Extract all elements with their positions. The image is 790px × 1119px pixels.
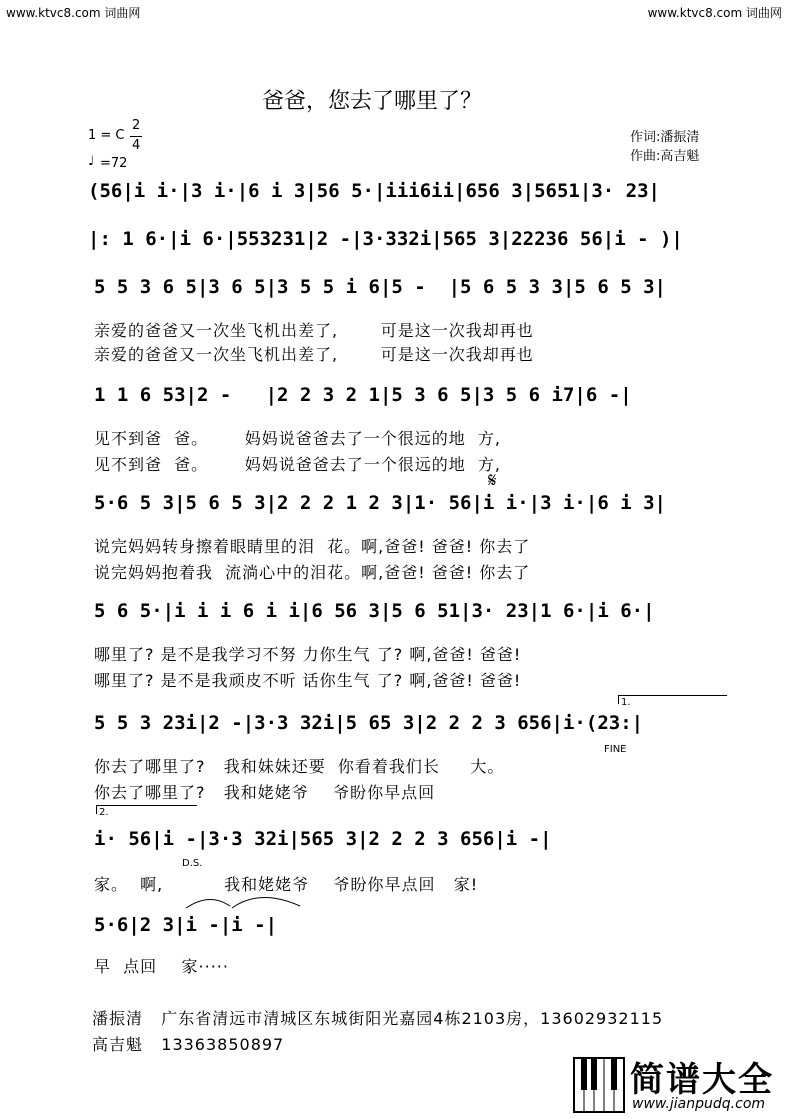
lyric-row-4a: 见不到爸 爸。 妈妈说爸爸去了一个很远的地 方, bbox=[94, 429, 501, 448]
header-site-left[interactable]: www.ktvc8.com 词曲网 bbox=[6, 6, 141, 20]
ds-mark: D.S. bbox=[182, 858, 203, 869]
notation-row-5: 5·6 5 3|5 6 5 3|2 2 2 1 2 3|1· 56|i i·|3 i·|6 i 3| bbox=[94, 492, 666, 514]
lyric-row-8: 家。 啊, 我和姥姥爷 爷盼你早点回 家! bbox=[94, 875, 479, 894]
tie-arcs bbox=[150, 888, 310, 912]
notation-row-7: 5 5 3 23i|2 -|3·3 32i|5 65 3|2 2 2 3 656|i·(23:| bbox=[94, 712, 644, 734]
notation-row-9: 5·6|2 3|i -|i -| bbox=[94, 914, 278, 936]
contact-line-2: 高吉魁 13363850897 bbox=[92, 1035, 285, 1054]
tempo: =72 bbox=[100, 156, 128, 171]
fine-mark: FINE bbox=[604, 744, 627, 755]
volta-1-label: 1. bbox=[621, 697, 631, 708]
notation-row-4: 1 1 6 53|2 - |2 2 3 2 1|5 3 6 5|3 5 6 i7|6 -| bbox=[94, 384, 632, 406]
contact-line-1: 潘振清 广东省清远市清城区东城街阳光嘉园4栋2103房，13602932115 bbox=[92, 1009, 664, 1028]
key-signature: 1 = C bbox=[88, 128, 125, 143]
lyric-row-6b: 哪里了? 是不是我顽皮不听 话你生气 了? 啊,爸爸! 爸爸! bbox=[94, 671, 522, 690]
composer: 作曲:高吉魁 bbox=[630, 149, 700, 164]
volta-2-label: 2. bbox=[99, 807, 109, 818]
logo-url[interactable]: www.jianpudq.com bbox=[632, 1096, 766, 1112]
lyric-row-6a: 哪里了? 是不是我学习不努 力你生气 了? 啊,爸爸! 爸爸! bbox=[94, 645, 522, 664]
site-logo[interactable] bbox=[572, 1052, 784, 1116]
piano-keys-icon bbox=[572, 1054, 626, 1114]
lyric-row-7a: 你去了哪里了? 我和妹妹还要 你看着我们长 大。 bbox=[94, 757, 505, 776]
notation-row-1: (56|i i·|3 i·|6 i 3|56 5·|iii6ii|656 3|5651|3· 23| bbox=[88, 180, 660, 202]
notation-row-6: 5 6 5·|i i i 6 i i|6 56 3|5 6 51|3· 23|1 6·|i 6·| bbox=[94, 600, 655, 622]
lyric-row-3b: 亲爱的爸爸又一次坐飞机出差了, 可是这一次我却再也 bbox=[94, 345, 534, 364]
notation-row-8: i· 56|i -|3·3 32i|565 3|2 2 2 3 656|i -| bbox=[94, 828, 552, 850]
lyricist: 作词:潘振清 bbox=[630, 130, 700, 145]
notation-row-3: 5 5 3 6 5|3 6 5|3 5 5 i 6|5 - |5 6 5 3 3|5 6 5 3| bbox=[94, 276, 666, 298]
page-title: 爸爸，您去了哪里了？ bbox=[262, 89, 483, 114]
lyric-row-3a: 亲爱的爸爸又一次坐飞机出差了, 可是这一次我却再也 bbox=[94, 321, 534, 340]
lyric-row-4b: 见不到爸 爸。 妈妈说爸爸去了一个很远的地 方, bbox=[94, 455, 501, 474]
lyric-row-5a: 说完妈妈转身擦着眼睛里的泪 花。啊,爸爸! 爸爸! 你去了 bbox=[94, 537, 531, 556]
time-denominator: 4 bbox=[132, 138, 141, 153]
segno-icon: 𝄋 bbox=[488, 468, 497, 492]
logo-text: 简谱大全 bbox=[630, 1060, 774, 1100]
quarter-note-icon: ♩ bbox=[88, 154, 95, 169]
notation-row-2: |: 1 6·|i 6·|553231|2 -|3·332i|565 3|22236 56|i - )| bbox=[88, 228, 683, 250]
lyric-row-9: 早 点回 家····· bbox=[94, 957, 229, 976]
time-numerator: 2 bbox=[132, 118, 141, 133]
header-site-right[interactable]: www.ktvc8.com 词曲网 bbox=[647, 6, 782, 20]
lyric-row-7b: 你去了哪里了? 我和姥姥爷 爷盼你早点回 bbox=[94, 783, 436, 802]
lyric-row-5b: 说完妈妈抱着我 流淌心中的泪花。啊,爸爸! 爸爸! 你去了 bbox=[94, 563, 531, 582]
